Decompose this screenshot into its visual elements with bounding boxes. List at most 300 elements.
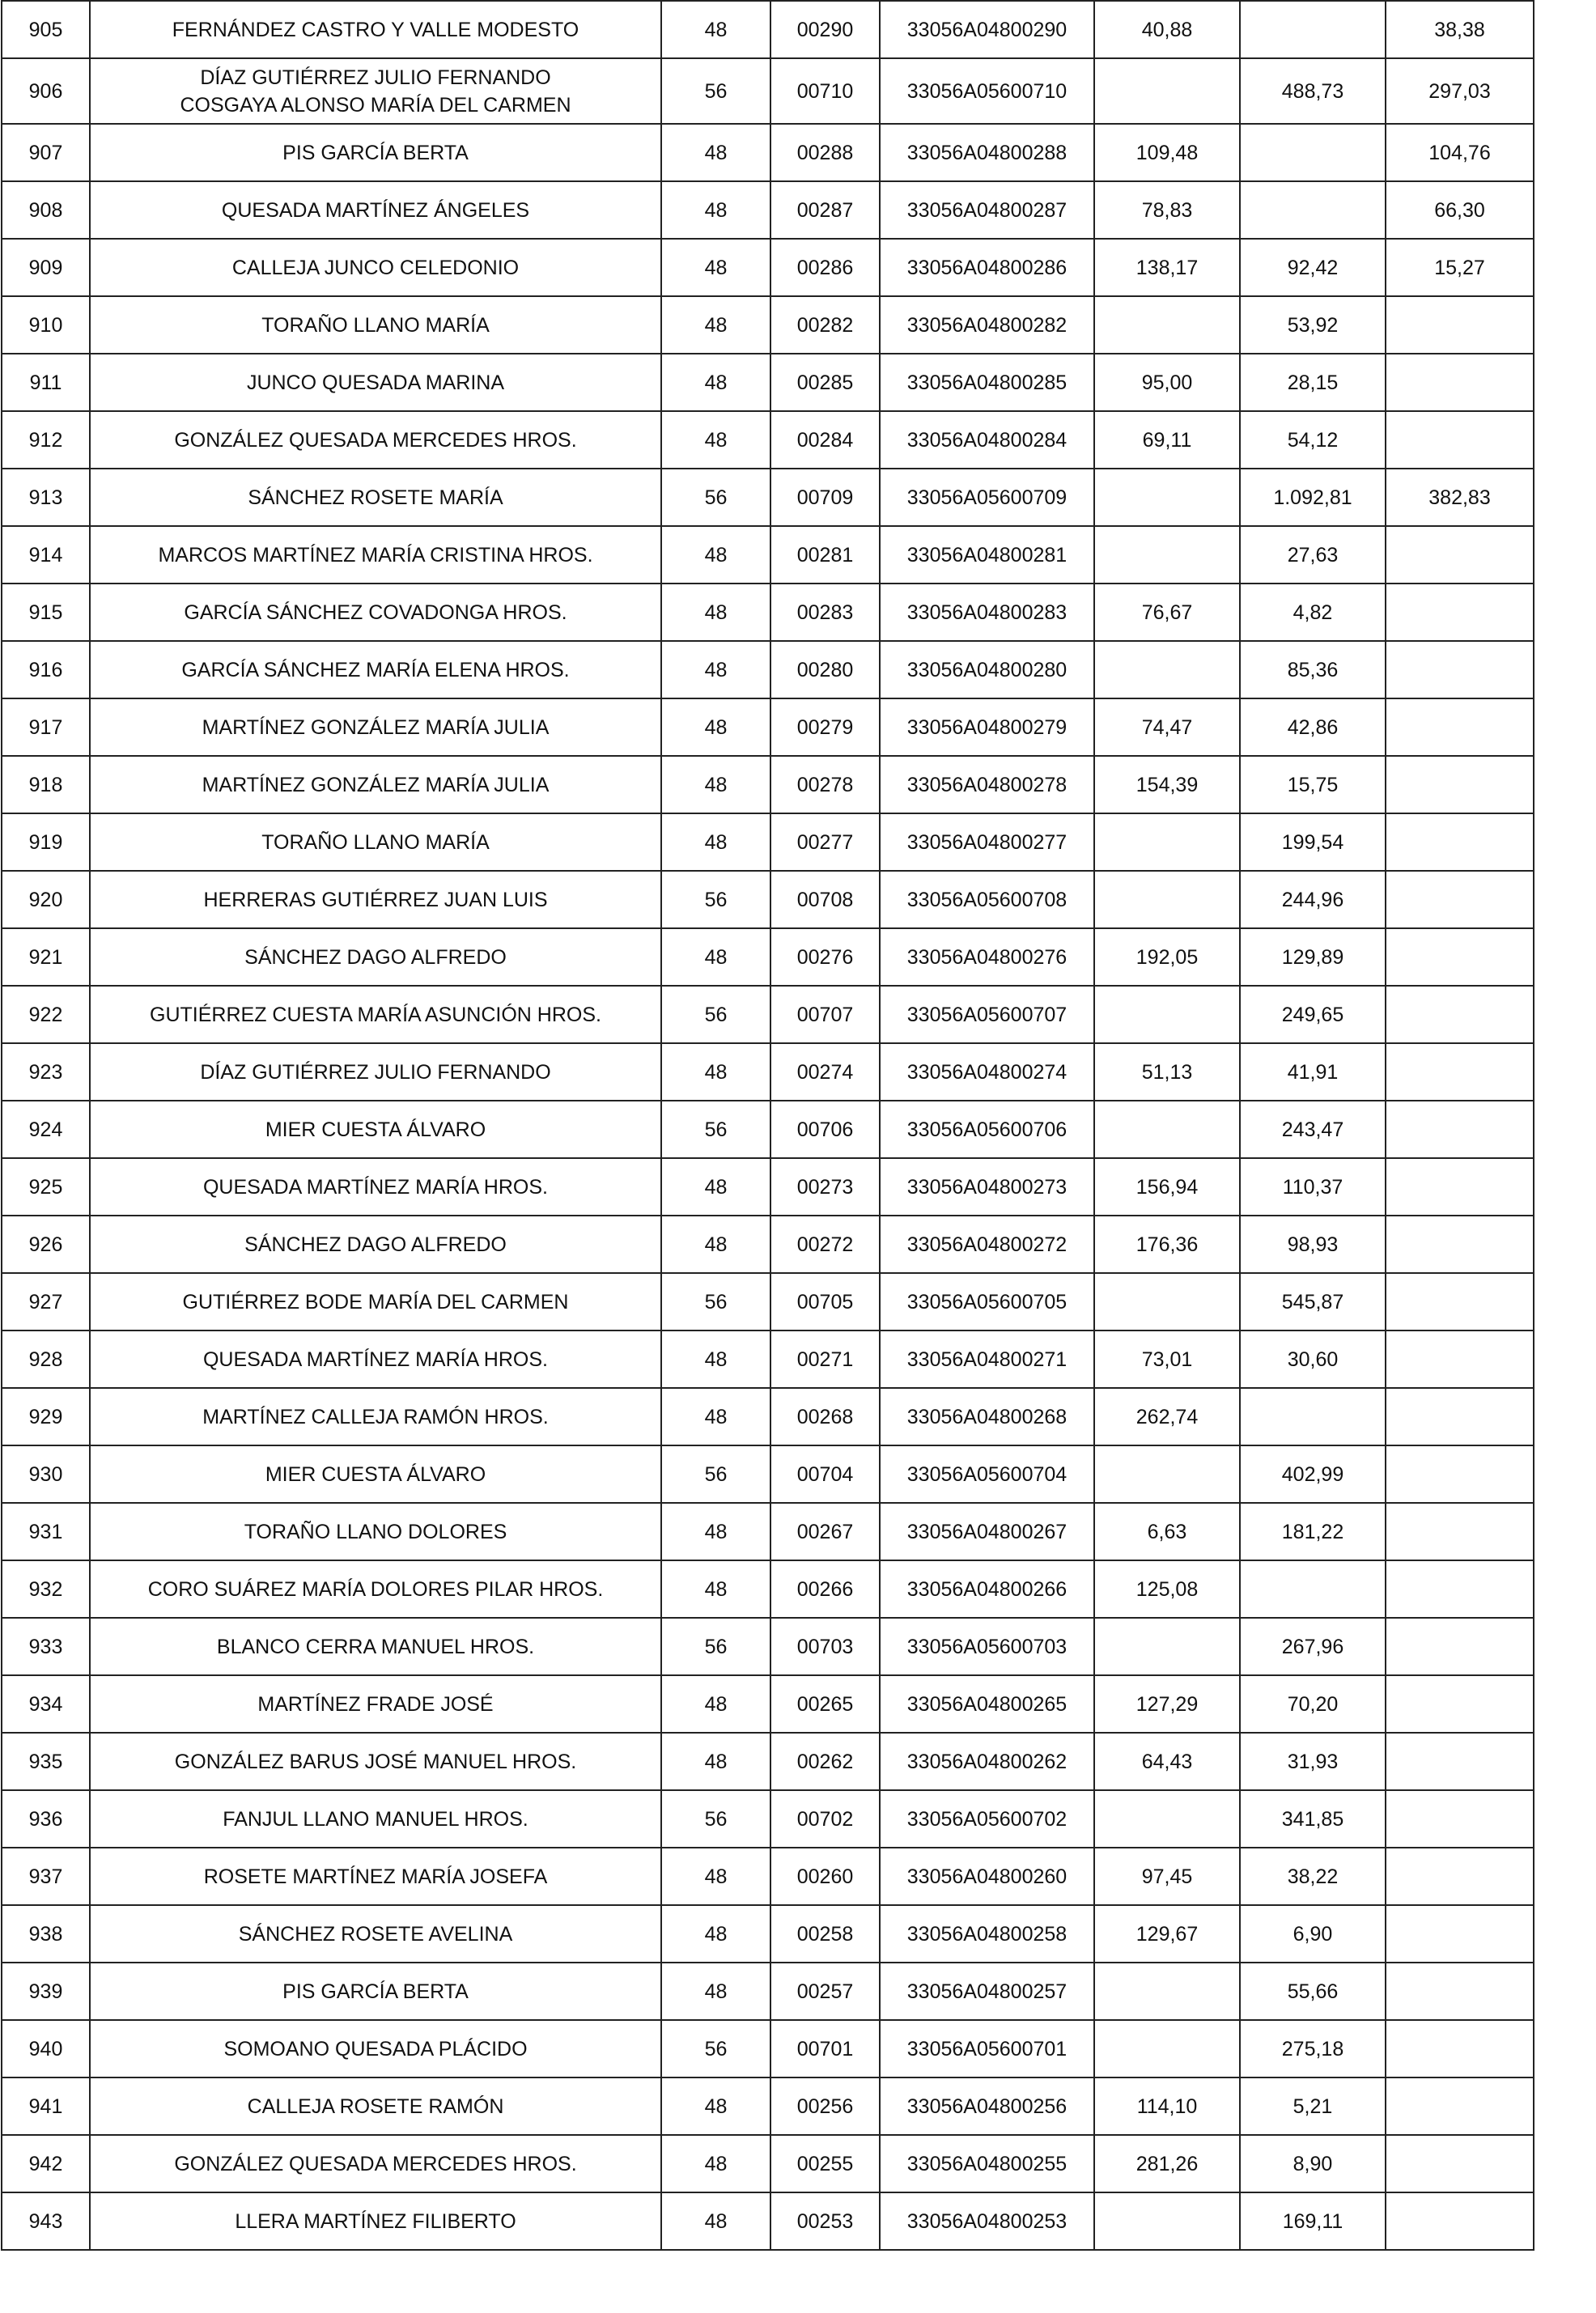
parcel-cell: 00281 (770, 526, 880, 584)
polygon-cell: 48 (661, 1963, 770, 2020)
row-number-cell: 931 (2, 1503, 90, 1560)
row-number-cell: 920 (2, 871, 90, 928)
polygon-cell: 56 (661, 1273, 770, 1331)
area-column-1-cell: 6,63 (1094, 1503, 1240, 1560)
parcel-cell: 00257 (770, 1963, 880, 2020)
area-column-3-cell (1386, 1560, 1534, 1618)
area-column-2-cell: 275,18 (1240, 2020, 1386, 2077)
polygon-cell: 48 (661, 1043, 770, 1101)
area-column-3-cell (1386, 1848, 1534, 1905)
area-column-3-cell (1386, 1216, 1534, 1273)
table-row (2, 1675, 1534, 1733)
owner-name-line: CORO SUÁREZ MARÍA DOLORES PILAR HROS. (147, 1577, 604, 1601)
area-column-1-cell: 76,67 (1094, 584, 1240, 641)
row-number-cell: 937 (2, 1848, 90, 1905)
owner-name-cell (90, 1963, 661, 2020)
table-row (2, 1733, 1534, 1790)
owner-name-cell (90, 2135, 661, 2192)
parcel-cell: 00277 (770, 813, 880, 871)
area-column-3-cell (1386, 698, 1534, 756)
parcel-cell: 00271 (770, 1331, 880, 1388)
polygon-cell: 48 (661, 2192, 770, 2250)
parcel-cell: 00284 (770, 411, 880, 469)
table-row (2, 296, 1534, 354)
area-column-3-cell (1386, 354, 1534, 411)
parcel-cell: 00287 (770, 181, 880, 239)
polygon-cell: 48 (661, 1216, 770, 1273)
area-column-1-cell (1094, 871, 1240, 928)
polygon-cell: 56 (661, 986, 770, 1043)
area-column-1-cell: 176,36 (1094, 1216, 1240, 1273)
area-column-1-cell (1094, 813, 1240, 871)
polygon-cell: 48 (661, 124, 770, 181)
cadastral-reference-cell: 33056A04800278 (880, 756, 1094, 813)
area-column-3-cell (1386, 1905, 1534, 1963)
row-number-cell: 932 (2, 1560, 90, 1618)
table-row (2, 469, 1534, 526)
cadastral-reference-cell: 33056A05600702 (880, 1790, 1094, 1848)
table-row (2, 756, 1534, 813)
area-column-1-cell (1094, 296, 1240, 354)
row-number-cell: 934 (2, 1675, 90, 1733)
owner-name-cell (90, 1388, 661, 1445)
owner-name-cell (90, 1560, 661, 1618)
parcel-cell: 00709 (770, 469, 880, 526)
cadastral-reference-cell: 33056A04800290 (880, 1, 1094, 58)
table-row (2, 1158, 1534, 1216)
row-number-cell: 927 (2, 1273, 90, 1331)
area-column-2-cell: 181,22 (1240, 1503, 1386, 1560)
area-column-1-cell: 125,08 (1094, 1560, 1240, 1618)
cadastral-reference-cell: 33056A04800265 (880, 1675, 1094, 1733)
parcel-cell: 00707 (770, 986, 880, 1043)
area-column-3-cell: 66,30 (1386, 181, 1534, 239)
cadastral-reference-cell: 33056A05600706 (880, 1101, 1094, 1158)
owner-name-cell (90, 1905, 661, 1963)
row-number-cell: 926 (2, 1216, 90, 1273)
owner-name-line: GONZÁLEZ QUESADA MERCEDES HROS. (174, 428, 577, 452)
area-column-2-cell: 243,47 (1240, 1101, 1386, 1158)
table-row (2, 1848, 1534, 1905)
polygon-cell: 56 (661, 1445, 770, 1503)
polygon-cell: 56 (661, 1618, 770, 1675)
polygon-cell: 48 (661, 181, 770, 239)
cadastral-reference-cell: 33056A04800272 (880, 1216, 1094, 1273)
area-column-1-cell: 129,67 (1094, 1905, 1240, 1963)
cadastral-reference-cell: 33056A04800276 (880, 928, 1094, 986)
cadastral-reference-cell: 33056A04800262 (880, 1733, 1094, 1790)
owner-name-cell (90, 928, 661, 986)
parcel-cell: 00253 (770, 2192, 880, 2250)
owner-name-line: CALLEJA ROSETE RAMÓN (247, 2094, 504, 2118)
parcel-cell: 00266 (770, 1560, 880, 1618)
area-column-3-cell: 297,03 (1386, 58, 1534, 124)
owner-name-line: DÍAZ GUTIÉRREZ JULIO FERNANDO (200, 1060, 551, 1084)
area-column-1-cell: 97,45 (1094, 1848, 1240, 1905)
parcel-cell: 00282 (770, 296, 880, 354)
area-column-1-cell: 156,94 (1094, 1158, 1240, 1216)
area-column-2-cell: 31,93 (1240, 1733, 1386, 1790)
area-column-3-cell (1386, 2077, 1534, 2135)
area-column-1-cell: 74,47 (1094, 698, 1240, 756)
parcel-cell: 00276 (770, 928, 880, 986)
table-row (2, 1503, 1534, 1560)
table-row (2, 813, 1534, 871)
owner-name-cell (90, 2077, 661, 2135)
owner-name-line: SOMOANO QUESADA PLÁCIDO (223, 2037, 528, 2060)
polygon-cell: 48 (661, 641, 770, 698)
area-column-3-cell (1386, 1388, 1534, 1445)
parcel-cell: 00262 (770, 1733, 880, 1790)
area-column-3-cell (1386, 1158, 1534, 1216)
table-row (2, 1101, 1534, 1158)
owner-name-cell (90, 1848, 661, 1905)
area-column-1-cell (1094, 1963, 1240, 2020)
cadastral-reference-cell: 33056A04800287 (880, 181, 1094, 239)
row-number-cell: 933 (2, 1618, 90, 1675)
area-column-3-cell (1386, 1273, 1534, 1331)
owner-name-line: COSGAYA ALONSO MARÍA DEL CARMEN (180, 93, 571, 117)
owner-name-cell (90, 1043, 661, 1101)
area-column-2-cell: 55,66 (1240, 1963, 1386, 2020)
area-column-3-cell (1386, 1043, 1534, 1101)
owner-name-line: ROSETE MARTÍNEZ MARÍA JOSEFA (203, 1865, 548, 1888)
cadastral-reference-cell: 33056A04800285 (880, 354, 1094, 411)
owner-name-cell (90, 2192, 661, 2250)
row-number-cell: 911 (2, 354, 90, 411)
table-row (2, 928, 1534, 986)
owner-name-line: MARTÍNEZ GONZÁLEZ MARÍA JULIA (202, 773, 550, 796)
area-column-2-cell: 249,65 (1240, 986, 1386, 1043)
area-column-1-cell: 262,74 (1094, 1388, 1240, 1445)
area-column-3-cell: 15,27 (1386, 239, 1534, 296)
table-row (2, 1905, 1534, 1963)
row-number-cell: 922 (2, 986, 90, 1043)
cadastral-reference-cell: 33056A04800257 (880, 1963, 1094, 2020)
area-column-1-cell: 51,13 (1094, 1043, 1240, 1101)
owner-name-cell (90, 1675, 661, 1733)
row-number-cell: 909 (2, 239, 90, 296)
area-column-3-cell (1386, 2192, 1534, 2250)
area-column-3-cell (1386, 411, 1534, 469)
row-number-cell: 943 (2, 2192, 90, 2250)
area-column-3-cell (1386, 1733, 1534, 1790)
row-number-cell: 917 (2, 698, 90, 756)
polygon-cell: 48 (661, 1158, 770, 1216)
polygon-cell: 56 (661, 1790, 770, 1848)
area-column-1-cell (1094, 641, 1240, 698)
row-number-cell: 929 (2, 1388, 90, 1445)
area-column-2-cell: 4,82 (1240, 584, 1386, 641)
table-row (2, 1331, 1534, 1388)
area-column-2-cell: 98,93 (1240, 1216, 1386, 1273)
owner-name-line: GONZÁLEZ QUESADA MERCEDES HROS. (174, 2152, 577, 2175)
polygon-cell: 48 (661, 1848, 770, 1905)
area-column-2-cell (1240, 1560, 1386, 1618)
cadastral-reference-cell: 33056A05600707 (880, 986, 1094, 1043)
cadastral-reference-cell: 33056A04800260 (880, 1848, 1094, 1905)
area-column-1-cell: 40,88 (1094, 1, 1240, 58)
row-number-cell: 935 (2, 1733, 90, 1790)
cadastral-reference-cell: 33056A04800284 (880, 411, 1094, 469)
table-row (2, 2077, 1534, 2135)
parcel-cell: 00268 (770, 1388, 880, 1445)
polygon-cell: 56 (661, 2020, 770, 2077)
area-column-2-cell: 85,36 (1240, 641, 1386, 698)
cadastral-reference-cell: 33056A04800273 (880, 1158, 1094, 1216)
owner-name-cell (90, 986, 661, 1043)
area-column-2-cell: 169,11 (1240, 2192, 1386, 2250)
table-row (2, 1273, 1534, 1331)
area-column-2-cell: 53,92 (1240, 296, 1386, 354)
polygon-cell: 48 (661, 2135, 770, 2192)
table-row (2, 1963, 1534, 2020)
cadastral-reference-cell: 33056A05600710 (880, 58, 1094, 124)
area-column-2-cell: 41,91 (1240, 1043, 1386, 1101)
area-column-1-cell: 154,39 (1094, 756, 1240, 813)
parcel-cell: 00704 (770, 1445, 880, 1503)
polygon-cell: 48 (661, 296, 770, 354)
cadastral-reference-cell: 33056A04800266 (880, 1560, 1094, 1618)
area-column-1-cell (1094, 2192, 1240, 2250)
polygon-cell: 56 (661, 1101, 770, 1158)
owner-name-line: PIS GARCÍA BERTA (282, 1980, 469, 2003)
area-column-2-cell: 15,75 (1240, 756, 1386, 813)
table-row (2, 1388, 1534, 1445)
owner-name-line: QUESADA MARTÍNEZ MARÍA HROS. (202, 1347, 548, 1371)
owner-name-cell (90, 1445, 661, 1503)
area-column-1-cell (1094, 526, 1240, 584)
row-number-cell: 916 (2, 641, 90, 698)
area-column-2-cell: 110,37 (1240, 1158, 1386, 1216)
owner-name-line: PIS GARCÍA BERTA (282, 141, 469, 164)
area-column-3-cell: 382,83 (1386, 469, 1534, 526)
owner-name-line: CALLEJA JUNCO CELEDONIO (231, 256, 520, 279)
area-column-1-cell: 127,29 (1094, 1675, 1240, 1733)
area-column-2-cell (1240, 124, 1386, 181)
owner-name-line: JUNCO QUESADA MARINA (246, 371, 505, 394)
area-column-2-cell (1240, 1388, 1386, 1445)
owner-name-cell (90, 58, 661, 124)
polygon-cell: 48 (661, 1, 770, 58)
owner-name-line: MARCOS MARTÍNEZ MARÍA CRISTINA HROS. (158, 543, 593, 567)
owner-name-cell (90, 1733, 661, 1790)
area-column-2-cell: 70,20 (1240, 1675, 1386, 1733)
owner-name-line: QUESADA MARTÍNEZ MARÍA HROS. (202, 1175, 548, 1199)
area-column-2-cell: 92,42 (1240, 239, 1386, 296)
area-column-3-cell (1386, 584, 1534, 641)
owner-name-cell (90, 1331, 661, 1388)
owner-name-line: TORAÑO LLANO MARÍA (261, 313, 490, 337)
owner-name-line: SÁNCHEZ DAGO ALFREDO (244, 945, 507, 969)
parcel-cell: 00702 (770, 1790, 880, 1848)
area-column-1-cell (1094, 1445, 1240, 1503)
owner-name-line: HERRERAS GUTIÉRREZ JUAN LUIS (203, 888, 548, 911)
row-number-cell: 906 (2, 58, 90, 124)
area-column-1-cell: 192,05 (1094, 928, 1240, 986)
area-column-3-cell (1386, 928, 1534, 986)
polygon-cell: 48 (661, 411, 770, 469)
owner-name-line: DÍAZ GUTIÉRREZ JULIO FERNANDO (200, 66, 551, 89)
owner-name-line: MARTÍNEZ GONZÁLEZ MARÍA JULIA (202, 715, 550, 739)
area-column-3-cell (1386, 756, 1534, 813)
row-number-cell: 928 (2, 1331, 90, 1388)
area-column-3-cell (1386, 641, 1534, 698)
owner-name-line: MARTÍNEZ FRADE JOSÉ (257, 1692, 494, 1716)
parcel-cell: 00706 (770, 1101, 880, 1158)
cadastral-reference-cell: 33056A04800258 (880, 1905, 1094, 1963)
area-column-1-cell: 114,10 (1094, 2077, 1240, 2135)
owner-name-cell (90, 1158, 661, 1216)
row-number-cell: 942 (2, 2135, 90, 2192)
owner-name-line: TORAÑO LLANO MARÍA (261, 830, 490, 854)
cadastral-reference-cell: 33056A04800286 (880, 239, 1094, 296)
area-column-3-cell (1386, 871, 1534, 928)
owner-name-cell (90, 1273, 661, 1331)
cadastral-reference-cell: 33056A04800279 (880, 698, 1094, 756)
polygon-cell: 48 (661, 1733, 770, 1790)
cadastral-reference-cell: 33056A05600709 (880, 469, 1094, 526)
cadastral-reference-cell: 33056A04800283 (880, 584, 1094, 641)
row-number-cell: 913 (2, 469, 90, 526)
owner-name-cell (90, 296, 661, 354)
area-column-1-cell (1094, 986, 1240, 1043)
cadastral-reference-cell: 33056A05600704 (880, 1445, 1094, 1503)
owner-name-cell (90, 526, 661, 584)
table-row (2, 698, 1534, 756)
cadastral-reference-cell: 33056A05600701 (880, 2020, 1094, 2077)
area-column-3-cell (1386, 986, 1534, 1043)
area-column-3-cell (1386, 1790, 1534, 1848)
owner-name-cell (90, 354, 661, 411)
owner-name-line: MIER CUESTA ÁLVARO (265, 1462, 486, 1486)
area-column-2-cell: 6,90 (1240, 1905, 1386, 1963)
area-column-1-cell (1094, 2020, 1240, 2077)
table-row (2, 58, 1534, 124)
area-column-3-cell: 38,38 (1386, 1, 1534, 58)
parcel-cell: 00260 (770, 1848, 880, 1905)
owner-name-line: FANJUL LLANO MANUEL HROS. (223, 1807, 528, 1831)
area-column-3-cell (1386, 1331, 1534, 1388)
area-column-2-cell: 42,86 (1240, 698, 1386, 756)
polygon-cell: 48 (661, 1503, 770, 1560)
table-row (2, 871, 1534, 928)
row-number-cell: 923 (2, 1043, 90, 1101)
owner-name-cell (90, 1101, 661, 1158)
polygon-cell: 48 (661, 2077, 770, 2135)
row-number-cell: 907 (2, 124, 90, 181)
owner-name-line: TORAÑO LLANO DOLORES (244, 1520, 507, 1543)
area-column-1-cell: 64,43 (1094, 1733, 1240, 1790)
parcel-cell: 00703 (770, 1618, 880, 1675)
table-row (2, 1560, 1534, 1618)
area-column-3-cell (1386, 1963, 1534, 2020)
parcel-cell: 00280 (770, 641, 880, 698)
cadastral-reference-cell: 33056A05600708 (880, 871, 1094, 928)
area-column-2-cell: 54,12 (1240, 411, 1386, 469)
area-column-1-cell: 138,17 (1094, 239, 1240, 296)
polygon-cell: 56 (661, 58, 770, 124)
polygon-cell: 48 (661, 1675, 770, 1733)
parcel-cell: 00708 (770, 871, 880, 928)
area-column-1-cell (1094, 469, 1240, 526)
polygon-cell: 48 (661, 239, 770, 296)
cadastral-reference-cell: 33056A05600705 (880, 1273, 1094, 1331)
polygon-cell: 48 (661, 813, 770, 871)
parcel-cell: 00279 (770, 698, 880, 756)
area-column-3-cell: 104,76 (1386, 124, 1534, 181)
row-number-cell: 940 (2, 2020, 90, 2077)
polygon-cell: 48 (661, 584, 770, 641)
parcel-cell: 00255 (770, 2135, 880, 2192)
parcel-cell: 00256 (770, 2077, 880, 2135)
owner-name-line: MIER CUESTA ÁLVARO (265, 1118, 486, 1141)
row-number-cell: 905 (2, 1, 90, 58)
area-column-2-cell: 244,96 (1240, 871, 1386, 928)
owner-name-line: SÁNCHEZ ROSETE AVELINA (238, 1922, 513, 1946)
owner-name-cell (90, 1, 661, 58)
cadastral-reference-cell: 33056A04800280 (880, 641, 1094, 698)
parcel-cell: 00283 (770, 584, 880, 641)
owner-name-cell (90, 756, 661, 813)
owner-name-cell (90, 698, 661, 756)
area-column-1-cell: 69,11 (1094, 411, 1240, 469)
table-row (2, 584, 1534, 641)
owner-name-line: QUESADA MARTÍNEZ ÁNGELES (221, 198, 530, 222)
cadastral-reference-cell: 33056A04800256 (880, 2077, 1094, 2135)
area-column-1-cell (1094, 1618, 1240, 1675)
area-column-3-cell (1386, 526, 1534, 584)
area-column-1-cell (1094, 1790, 1240, 1848)
polygon-cell: 48 (661, 354, 770, 411)
table-row (2, 239, 1534, 296)
parcel-cell: 00285 (770, 354, 880, 411)
area-column-2-cell: 5,21 (1240, 2077, 1386, 2135)
area-column-1-cell (1094, 58, 1240, 124)
owner-name-line: FERNÁNDEZ CASTRO Y VALLE MODESTO (172, 18, 579, 41)
area-column-3-cell (1386, 813, 1534, 871)
parcel-cell: 00265 (770, 1675, 880, 1733)
area-column-3-cell (1386, 296, 1534, 354)
owner-name-line: GONZÁLEZ BARUS JOSÉ MANUEL HROS. (174, 1750, 577, 1773)
owner-name-cell (90, 813, 661, 871)
owner-name-cell (90, 411, 661, 469)
area-column-2-cell: 27,63 (1240, 526, 1386, 584)
owner-name-line: GUTIÉRREZ BODE MARÍA DEL CARMEN (182, 1290, 569, 1314)
area-column-2-cell: 1.092,81 (1240, 469, 1386, 526)
area-column-2-cell: 8,90 (1240, 2135, 1386, 2192)
row-number-cell: 925 (2, 1158, 90, 1216)
area-column-2-cell: 545,87 (1240, 1273, 1386, 1331)
cadastral-reference-cell: 33056A04800255 (880, 2135, 1094, 2192)
polygon-cell: 48 (661, 1388, 770, 1445)
area-column-3-cell (1386, 2020, 1534, 2077)
row-number-cell: 919 (2, 813, 90, 871)
area-column-2-cell: 199,54 (1240, 813, 1386, 871)
cadastral-reference-cell: 33056A04800281 (880, 526, 1094, 584)
table-row (2, 1216, 1534, 1273)
table-row (2, 526, 1534, 584)
polygon-cell: 48 (661, 1331, 770, 1388)
area-column-1-cell: 95,00 (1094, 354, 1240, 411)
polygon-cell: 48 (661, 1560, 770, 1618)
owner-name-line: GARCÍA SÁNCHEZ COVADONGA HROS. (184, 601, 567, 624)
area-column-3-cell (1386, 1618, 1534, 1675)
cadastral-reference-cell: 33056A04800267 (880, 1503, 1094, 1560)
row-number-cell: 914 (2, 526, 90, 584)
cadastral-reference-cell: 33056A04800288 (880, 124, 1094, 181)
table-row (2, 2192, 1534, 2250)
